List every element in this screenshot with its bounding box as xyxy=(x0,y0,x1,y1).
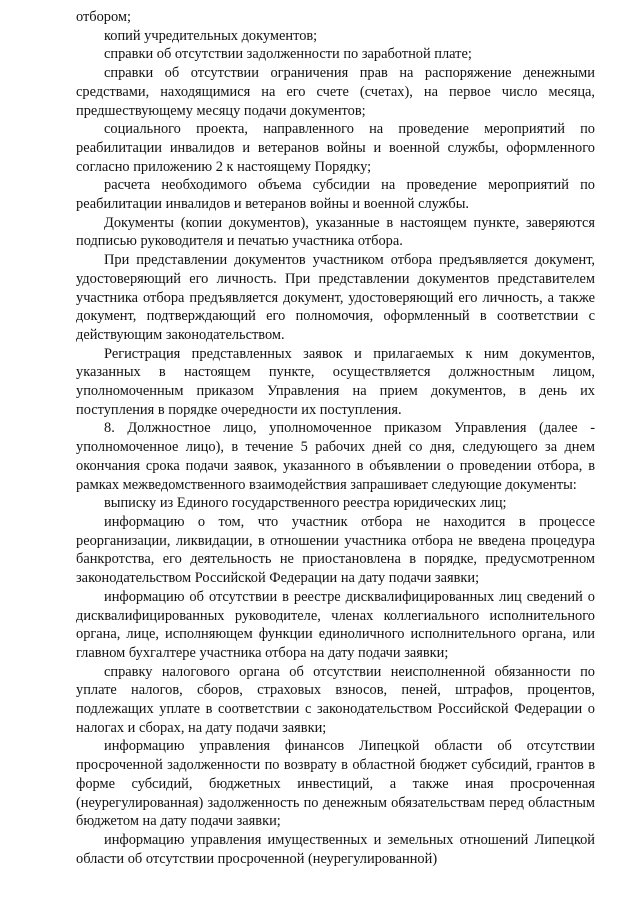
list-item-subsidy-calculation: расчета необходимого объема субсидии на проведение мероприятий по реабилитации инвалидов и ветеранов войны и военной службы. xyxy=(76,177,595,213)
paragraph-registration: Регистрация представленных заявок и прилагаемых к ним документов, указанных в настоящем пункте, осуществляется должностным лицом, уполномоченным приказом Управления на прием документов, в день их поступления в порядке очередности их поступления. xyxy=(76,345,595,418)
list-item-reorganization-info: информацию о том, что участник отбора не находится в процессе реорганизации, ликвидации, в отношении участника отбора не введена процедура банкротства, его деятельность не приостановлена в порядке, предусмотренном законодательством Российской Федерации на дату подачи заявки; xyxy=(76,513,595,587)
paragraph-documents-certification: Документы (копии документов), указанные в настоящем пункте, заверяются подписью руководителя и печатью участника отбора. xyxy=(76,214,595,250)
list-item-social-project: социального проекта, направленного на проведение мероприятий по реабилитации инвалидов и ветеранов войны и военной службы, оформленного согласно приложению 2 к настоящему Порядку; xyxy=(76,121,595,175)
paragraph-identity-documents: При представлении документов участником отбора предъявляется документ, удостоверяющий его личность. При представлении документов представителем участника отбора предъявляется документ, удостоверяющий его личность, а также документ, подтверждающий его полномочия, оформленный в соответствии с действующим законодательством. xyxy=(76,252,595,343)
list-item-property-department-info: информацию управления имущественных и земельных отношений Липецкой области об отсутствии просроченной (неурегулированной) xyxy=(76,831,595,867)
list-item-registry-extract: выписку из Единого государственного реестра юридических лиц; xyxy=(104,495,507,512)
list-item-finance-department-info: информацию управления финансов Липецкой области об отсутствии просроченной задолженности по возврату в областной бюджет субсидий, грантов в форме субсидий, бюджетных инвестиций, а также иная просроченная (неурегулированная) задолженность по денежным обязательствам перед областным бюджетом на дату подачи заявки; xyxy=(76,738,595,830)
list-item-founding-documents: копий учредительных документов; xyxy=(104,27,318,44)
paragraph-continuation: отбором; xyxy=(76,9,132,25)
list-item-account-restrictions-certificate: справки об отсутствии ограничения прав на распоряжение денежными средствами, находящимися на его счете (счетах), на первое число месяца, предшествующему месяцу подачи документов; xyxy=(76,65,595,119)
list-item-tax-certificate: справку налогового органа об отсутствии неисполненной обязанности по уплате налогов, сборов, страховых взносов, пеней, штрафов, процентов, подлежащих уплате в соответствии с законодательством Российской Федерации о налогах и сборах, на дату подачи заявки; xyxy=(76,663,595,736)
document-page xyxy=(76,8,595,868)
list-item-disqualified-persons-info: информацию об отсутствии в реестре дисквалифицированных лиц сведений о дисквалифицированных руководителе, членах коллегиального исполнительного органа, лице, исполняющем функции единоличного исполнительного органа, или главном бухгалтере участника отбора на дату подачи заявки; xyxy=(76,588,595,661)
paragraph-item-8: 8. Должностное лицо, уполномоченное приказом Управления (далее - уполномоченное лицо), в течение 5 рабочих дней со дня, следующего за днем окончания срока подачи заявок, указанного в объявлении о проведении отбора, в рамках межведомственного взаимодействия запрашивает следующие документы: xyxy=(76,420,595,493)
list-item-salary-debt-certificate: справки об отсутствии задолженности по заработной плате; xyxy=(104,46,472,63)
